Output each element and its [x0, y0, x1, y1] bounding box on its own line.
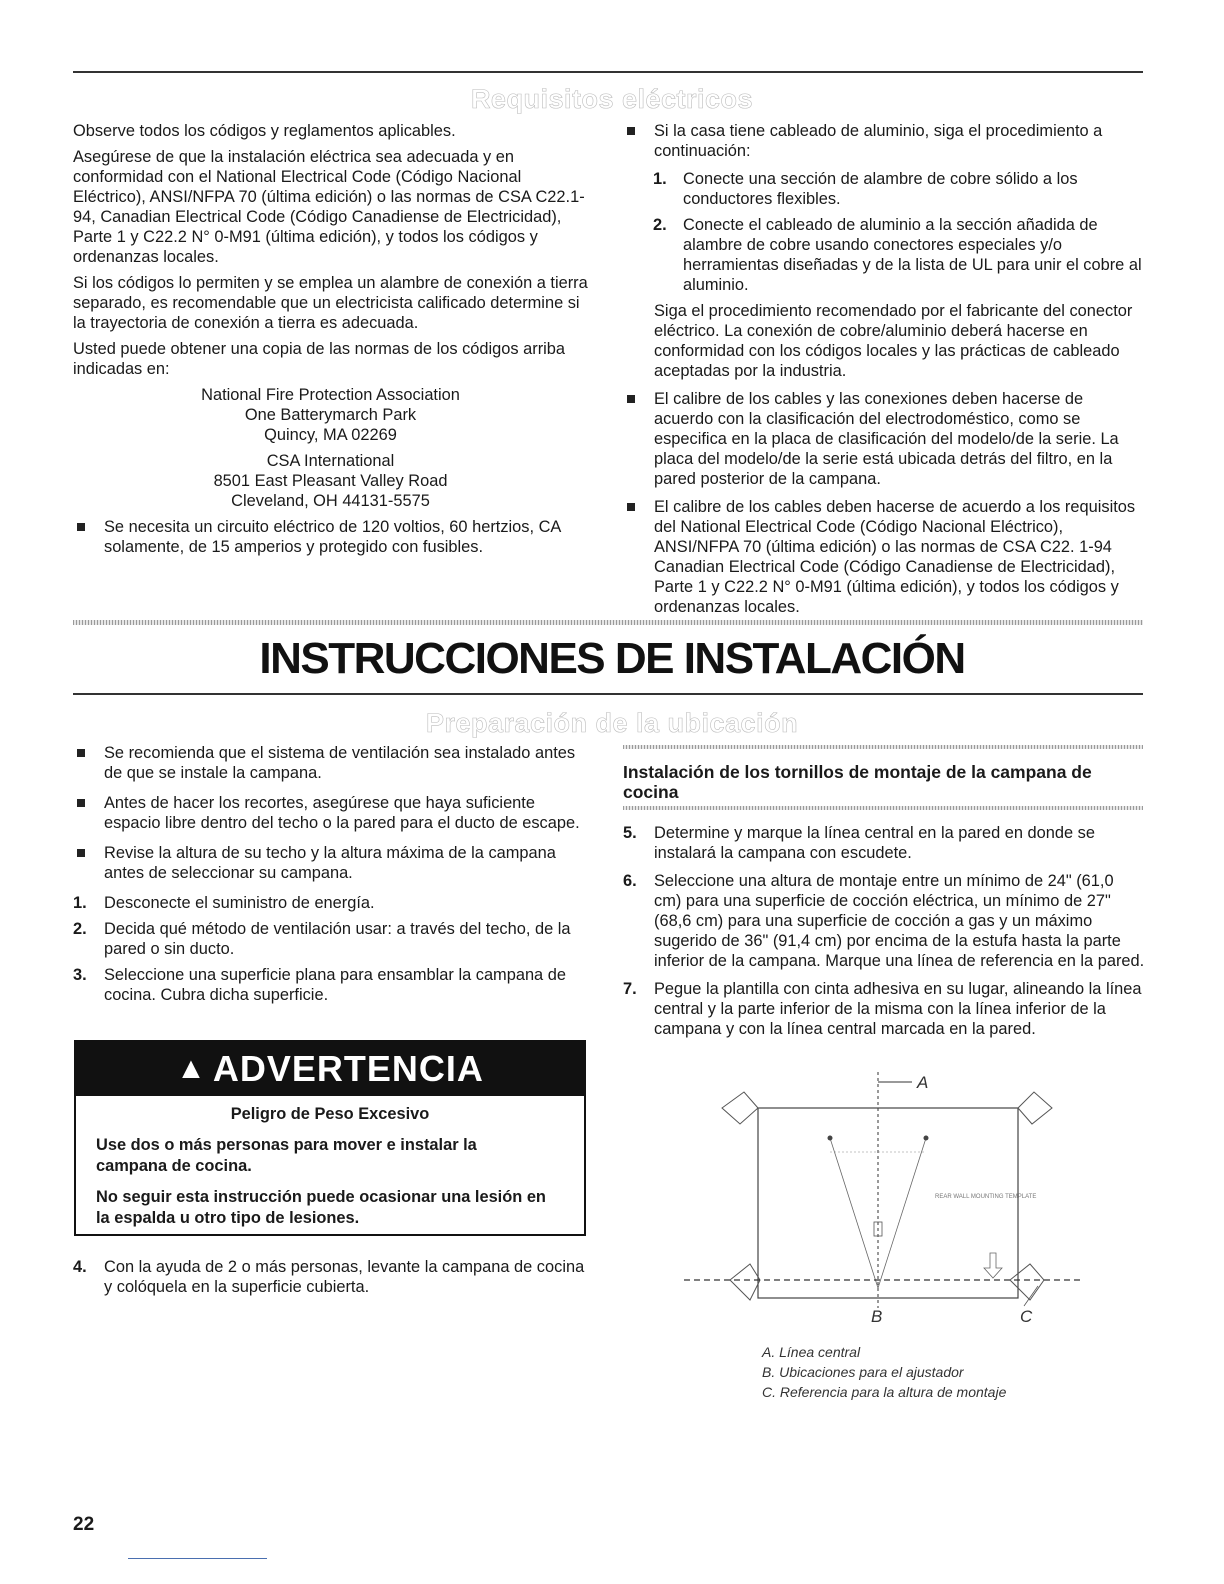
section-title-location: Preparación de la ubicación — [425, 708, 799, 738]
paragraph: Asegúrese de que la instalación eléctrica sea adecuada y en conformidad con el National Electrical Code (Código Nacional Eléctrico), ANSI/NFPA 70 (última edición) o las normas de CSA C22.1-94, Canadian Electrical Code (Código Canadiense de Electricidad), Parte 1 y C22.2 N° 0-M91 (última edición), y todos los códigos y ordenanzas locales. — [73, 148, 585, 266]
arrow-icon — [984, 1253, 1002, 1278]
step-4-block — [73, 1257, 588, 1303]
step — [73, 893, 588, 913]
step-text: Conecte el cableado de aluminio a la sección añadida de alambre de cobre usando conectores especiales y/o herramientas diseñadas y de la lista de UL para unir el cobre al aluminio. — [683, 216, 1142, 294]
section-title-electrical: Requisitos eléctricos — [470, 84, 754, 114]
location-right-column — [623, 762, 1145, 802]
bullet-icon — [627, 127, 635, 135]
corner-bracket — [1018, 1092, 1052, 1124]
list-item-text: El calibre de los cables deben hacerse de acuerdo a los requisitos del National Electrical Code (Código Nacional Eléctrico), ANSI/NFPA 70 (última edición) o las normas de CSA C22. 1-94 Canadian Electrical Code (Código Canadiense de Electricidad), Parte 1 y C22.2 N° 0-M91 (última edición), y todos los códigos y ordenanzas locales. — [654, 498, 1136, 616]
list-item-text: Se necesita un circuito eléctrico de 120 voltios, 60 hertzios, CA solamente, de 15 amperios y protegido con fusibles. — [104, 518, 561, 556]
step — [73, 919, 588, 959]
label-b: B — [871, 1307, 883, 1326]
list-item — [73, 843, 588, 883]
guide-line — [830, 1138, 878, 1288]
step — [623, 823, 1145, 863]
list-item — [623, 497, 1145, 617]
warning-triangle-icon: ▲ — [176, 1052, 207, 1085]
list-item — [73, 793, 588, 833]
list-item — [73, 743, 588, 783]
figure-legend — [762, 1342, 1006, 1402]
corner-bracket — [730, 1264, 760, 1300]
guide-line — [878, 1138, 926, 1288]
address-line: One Batterymarch Park — [244, 406, 417, 424]
warning-header — [76, 1042, 584, 1096]
adjuster-mark — [924, 1136, 929, 1141]
step — [73, 1257, 588, 1297]
electrical-right-column — [623, 121, 1145, 625]
warning-label: ADVERTENCIA — [212, 1048, 484, 1089]
step-number: 1. — [73, 894, 87, 912]
template-label: REAR WALL MOUNTING TEMPLATE — [935, 1194, 1037, 1200]
aluminum-steps — [623, 169, 1145, 295]
step-text: Con la ayuda de 2 o más personas, levante la campana de cocina y colóquela en la superficie cubierta. — [104, 1258, 585, 1296]
step-text: Decida qué método de ventilación usar: a través del techo, de la pared o sin ducto. — [104, 920, 571, 958]
step-number: 7. — [623, 980, 637, 998]
warning-text: No seguir esta instrucción puede ocasionar una lesión en la espalda u otro tipo de lesiones. — [96, 1188, 546, 1227]
step — [653, 215, 1145, 295]
address-line: CSA International — [266, 452, 395, 470]
step — [623, 871, 1145, 971]
step — [623, 979, 1145, 1039]
page-number: 22 — [73, 1514, 95, 1535]
label-a: A — [917, 1073, 929, 1092]
warning-title: Peligro de Peso Excesivo — [230, 1105, 430, 1123]
step-text: Desconecte el suministro de energía. — [104, 894, 375, 912]
footer-line — [128, 1558, 267, 1559]
bullet-icon — [77, 849, 85, 857]
address-csa — [73, 451, 588, 511]
list-item-text: El calibre de los cables y las conexiones deben hacerse de acuerdo con la clasificación del electrodoméstico, como se especifica en la placa de clasificación del modelo/de la serie. La placa del modelo/de la serie está ubicada detrás del filtro, en la pared posterior de la campana. — [654, 390, 1119, 488]
hatched-divider — [623, 806, 1143, 810]
step-text: Seleccione una superficie plana para ensamblar la campana de cocina. Cubra dicha superficie. — [104, 966, 566, 1004]
address-nfpa — [73, 385, 588, 445]
step — [653, 169, 1145, 209]
step-number: 2. — [73, 920, 87, 938]
subsection-heading: Instalación de los tornillos de montaje de la campana de cocina — [623, 762, 1092, 802]
list-item-text: Si la casa tiene cableado de aluminio, siga el procedimiento a continuación: — [654, 122, 1103, 160]
list-item-text: Se recomienda que el sistema de ventilación sea instalado antes de que se instale la campana. — [104, 744, 576, 782]
mounting-template-figure — [680, 1068, 1090, 1330]
list-item — [623, 121, 1145, 161]
location-left-column — [73, 743, 588, 1011]
legend-item: B. Ubicaciones para el ajustador — [762, 1364, 964, 1380]
address-line: Quincy, MA 02269 — [264, 426, 397, 444]
paragraph: Si los códigos lo permiten y se emplea un alambre de conexión a tierra separado, es recomendable que un electricista calificado determine si la trayectoria de conexión a tierra es adecuada. — [73, 274, 588, 332]
corner-bracket — [722, 1092, 758, 1124]
address-line: 8501 East Pleasant Valley Road — [213, 472, 448, 490]
step-text: Pegue la plantilla con cinta adhesiva en su lugar, alineando la línea central y la parte inferior de la misma con la línea inferior de la campana y con la línea central marcada en la pared. — [654, 980, 1142, 1038]
step — [73, 965, 588, 1005]
address-line: National Fire Protection Association — [201, 386, 460, 404]
title-rule — [73, 693, 1143, 695]
hatched-divider — [73, 620, 1143, 625]
paragraph: Observe todos los códigos y reglamentos aplicables. — [73, 122, 456, 140]
step-number: 1. — [653, 170, 667, 188]
legend-item: C. Referencia para la altura de montaje — [762, 1384, 1007, 1400]
mounting-steps — [623, 823, 1145, 1045]
step-text: Conecte una sección de alambre de cobre sólido a los conductores flexibles. — [683, 170, 1078, 208]
step-number: 2. — [653, 216, 667, 234]
list-item — [73, 517, 588, 557]
bullet-icon — [77, 749, 85, 757]
warning-box — [74, 1040, 586, 1236]
bullet-icon — [627, 395, 635, 403]
step-number: 6. — [623, 872, 637, 890]
address-line: Cleveland, OH 44131-5575 — [231, 492, 430, 510]
warning-body — [76, 1096, 584, 1237]
list-item-text: Revise la altura de su techo y la altura máxima de la campana antes de seleccionar su campana. — [104, 844, 556, 882]
bullet-icon — [77, 523, 85, 531]
step-number: 3. — [73, 966, 87, 984]
step-text: Seleccione una altura de montaje entre un mínimo de 24" (61,0 cm) para una superficie de cocción eléctrica, un mínimo de 27" (68,6 cm) para una superficie de cocción a gas y un máximo sugerido de 36" (91,4 cm) por encima de la estufa hasta la parte inferior de la campana. Marque una línea de referencia en la pared. — [654, 872, 1145, 970]
hatched-divider — [623, 745, 1143, 749]
bullet-icon — [77, 799, 85, 807]
list-item — [623, 389, 1145, 489]
legend-item: A. Línea central — [762, 1344, 861, 1360]
page-title: INSTRUCCIONES DE INSTALACIÓN — [259, 634, 965, 683]
adjuster-mark — [828, 1136, 833, 1141]
step-number: 5. — [623, 824, 637, 842]
paragraph: Siga el procedimiento recomendado por el fabricante del conector eléctrico. La conexión de cobre/aluminio deberá hacerse en conformidad con los códigos locales y las prácticas de cableado aceptadas por la industria. — [654, 302, 1133, 380]
electrical-left-column — [73, 121, 588, 565]
list-item-text: Antes de hacer los recortes, asegúrese que haya suficiente espacio libre dentro del techo o la pared para el ducto de escape. — [104, 794, 580, 832]
label-c: C — [1020, 1307, 1033, 1326]
template-outline — [758, 1108, 1018, 1298]
bullet-icon — [627, 503, 635, 511]
top-rule — [73, 71, 1143, 73]
corner-bracket — [1010, 1264, 1044, 1300]
step-text: Determine y marque la línea central en la pared en donde se instalará la campana con escudete. — [654, 824, 1095, 862]
warning-text: Use dos o más personas para mover e instalar la campana de cocina. — [96, 1136, 477, 1175]
step-number: 4. — [73, 1258, 87, 1276]
paragraph: Usted puede obtener una copia de las normas de los códigos arriba indicadas en: — [73, 340, 566, 378]
